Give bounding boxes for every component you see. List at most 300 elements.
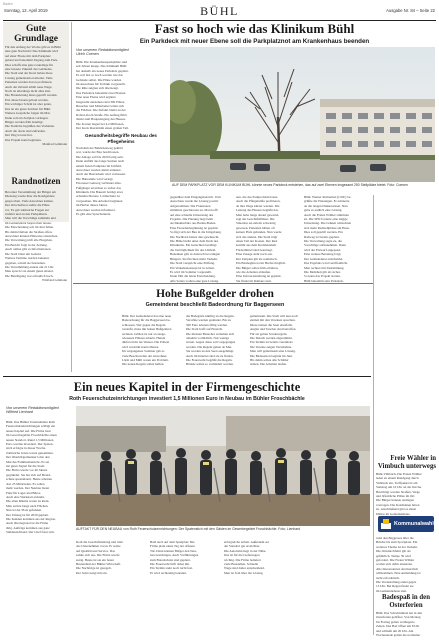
side-text <box>376 472 436 516</box>
text-line: Auch der Ortsteil erhält neue Wege. <box>5 84 53 89</box>
text-line: stich erfolgte in dieser Woche. <box>6 446 47 451</box>
text-line: Eine Fassadenbegrünung ist geplant. <box>170 225 219 230</box>
text-line: hat deshalb ein neues Parkdeck geplant. <box>76 68 129 73</box>
text-line: rund den Baggersee über die <box>376 536 414 540</box>
bottom-story-byline <box>6 406 59 414</box>
text-line: Zahlreiche Gäste waren gekommen. <box>6 450 54 455</box>
text-line: aufgenommen. Die Fraktionen <box>170 203 211 208</box>
text-line: die Badegäste künftig an die Regeln. <box>186 314 235 318</box>
text-line: sich mehr Radstellplätze am Haus. <box>304 225 350 230</box>
text-line: bis Freitag gelten verlängerte <box>376 619 415 624</box>
text-line: Euro werden investiert. Der Spaten- <box>6 442 54 447</box>
groundbreaking-photo <box>76 406 370 526</box>
text-line: gesprochen. Viele Anwohner kamen. <box>5 198 54 203</box>
text-line: Mut des Familienbetriebs. Es sei <box>6 459 50 464</box>
text-line: Auch die Freien Wähler stimmten <box>304 212 349 217</box>
top-story-col4 <box>304 195 370 283</box>
text-line: Für den Anfang der Woche gibt es in Bühl <box>5 45 61 49</box>
middle-story-subhead: Gemeinderat beschließt Badeordnung für Baggerseen <box>145 302 285 308</box>
text-line: auf Qualität und Service. Das <box>76 548 115 553</box>
text-line: vor. Es gab zahlreiche Fragen zur <box>5 207 50 212</box>
middle-story-headline: Hohe Bußgelder drohen <box>156 288 274 300</box>
text-line: Dienstag wurde über die Randgebiete <box>5 194 55 199</box>
bottom-story-col4 <box>224 540 294 575</box>
text-line: Man suchte lange nach Flächen. <box>6 503 49 508</box>
text-line: Dies schafft eine gute Grundlage für <box>5 62 54 67</box>
text-line: ein gutes Signal für die Stadt. <box>6 464 46 469</box>
text-line: Ein Verkehrskonzept ist in Arbeit. <box>170 265 215 270</box>
text-line: Bedenken gibt es dennoch bei einigen <box>170 252 221 257</box>
text-line: Dann fällt die letzte Entscheidung. <box>170 274 216 279</box>
text-line: Es soll fast so hoch werden wie das <box>76 73 123 78</box>
text-line: Man will gemeinsam eine Lösung. <box>250 349 296 354</box>
text-line: Eine Infoveranstaltung ist geplant. <box>236 274 282 279</box>
text-line: Radweg ist bereits geplant. <box>304 234 340 239</box>
text-line: Auch eine Werkstatt entsteht. <box>6 494 45 499</box>
header-issue: Ausgabe Nr. 84 – Seite 22 <box>386 8 435 13</box>
text-line: zum Brandschutz sind geplant. <box>150 557 191 562</box>
clinic-photo-graphic <box>170 47 435 182</box>
text-line: Auch die Pflegekräfte profitieren, <box>236 199 281 204</box>
text-line: Osterferien geöffnet. Von Montag <box>376 615 421 620</box>
text-line: neues Kapitel auf. Die Firma baut <box>6 428 51 433</box>
text-line: sich das ändern. Die Stadt trägt <box>236 234 278 239</box>
side-text-continued <box>376 536 436 593</box>
text-line: Bald auch auf dem Spielplan: Die <box>150 540 195 544</box>
text-line: Die Autobahn liegt in der Nähe. <box>224 548 267 553</box>
text-line: Dies soll geprüft werden. Ein <box>304 230 343 235</box>
text-line: Bühl. Das Schwimmbad hat in den <box>376 611 422 615</box>
top-story-subhead: Ein Parkdeck mit neuer Ebene soll die Parkplatznot am Krankenhaus beenden <box>139 38 370 45</box>
text-line: Die Stadt bittet um Geduld. <box>5 251 42 256</box>
text-line: Dann soll ein Zeitplan vorliegen. <box>5 115 49 120</box>
text-line: Das ist ein gutes Zeichen für Bühl. <box>5 106 51 111</box>
text-line: Dann entfällt das lange Suchen nach <box>76 159 125 164</box>
text-line: Bis dahin sollen alle Schilder <box>250 358 289 363</box>
text-line: Imbiss im Gemeindehaus. <box>376 511 411 516</box>
text-line: an die langen Diskussionen. Nun <box>304 203 348 208</box>
text-line: Das Parkdeck bekommt zwei Ebenen. <box>76 90 127 95</box>
top-story-col1 <box>76 60 166 131</box>
text-line: stimmten geschlossen zu. Man hofft <box>170 208 218 213</box>
text-line: Besichtigt werden Straßen, Wege <box>376 489 420 494</box>
text-line: Bis dahin bleiben die Straßen offen. <box>5 229 53 234</box>
story-separator <box>73 283 373 284</box>
byline-author: Ulrich Coenen <box>76 52 99 56</box>
top-story-col2 <box>170 195 232 283</box>
text-line: Bühl. Die Krankenhausparkplätze sind <box>76 60 128 64</box>
text-line: auf einer Ebene mit dem Parkplatz <box>5 53 51 58</box>
text-line: viele Beschwerden der Anwohner. <box>122 353 168 358</box>
text-line: im Gewerbegebiet Froschbächle einen <box>6 433 57 438</box>
text-line: Fußgänger erreichen so sicher das <box>76 185 121 190</box>
text-line: und öffentliche Plätze im Ort. <box>376 494 416 499</box>
text-line: Verstöße werden geahndet. Bis zu <box>186 318 231 323</box>
text-line: Die Nachfolge ist geregelt. <box>76 566 112 571</box>
text-line: Eine neue Ebene wird ergänzt. <box>76 95 117 100</box>
text-line: Nun ist der Platz gefunden. <box>6 508 42 513</box>
top-story-col3 <box>236 195 300 283</box>
bottom-photo-caption: AUFTAKT FÜR DEN NEUBAU von Roth Feuerschutzeinrichtungen: Der Spatenstich mit den Gästen im Gewerbegebiet Froschbächle. Foto: Lienhard <box>76 527 301 531</box>
text-line: Die Vereine zeigen Verständnis. <box>250 344 292 349</box>
text-line: Auch überregional ist die Firma <box>6 521 49 526</box>
text-line: Die Nachbarn hatten dies gewünscht. <box>170 234 220 239</box>
election-logo <box>378 516 434 532</box>
text-line: eine bessere Zukunft des Gebäudes. <box>5 67 53 72</box>
text-line: Fördermittel sind beantragt. <box>236 247 273 252</box>
text-line: Die Stadt und der Kreis haben diese <box>5 71 53 76</box>
bottom-story-subhead: Roth Feuerschutzeinrichtungen investiert 1,5 Millionen Euro in Neubau im Bühler Froschbächle <box>69 396 305 402</box>
text-line: Alle Interessierten sind herzlich <box>376 566 419 571</box>
text-line: Für sie gelten Sonderregeln. <box>250 331 288 336</box>
text-line: Roth die Geschäftsleitung und trieb <box>76 540 123 544</box>
text-line: vorgesehen. Die Arbeiten beginnen <box>76 198 123 203</box>
text-line: viele Baustellen. Schnelle <box>224 562 259 567</box>
text-line: wichtig. Die Firma beliefert <box>224 557 261 562</box>
text-line: Nachdem der Behördenweg geklärt <box>76 146 123 150</box>
text-line: Projekts. Die Planung liegt beim <box>170 217 213 222</box>
middle-story-col1 <box>122 314 182 367</box>
text-line: Das Ergebnis wird veröffentlicht. <box>304 261 349 266</box>
text-line: eine gute Nachricht: Das Klinikum wird <box>5 49 59 54</box>
middle-story-col3 <box>250 314 310 367</box>
text-line: 500 Euro können fällig werden. <box>186 322 228 327</box>
text-line: Noch ist allerdings nicht alles klar. <box>5 89 51 94</box>
byline-line: Von unserem Redaktionsmitglied <box>76 48 129 52</box>
text-line: Man habe lange darauf gewartet, <box>236 212 280 217</box>
side-text-2 <box>376 611 436 637</box>
text-line: Bürger werden früh beteiligt. <box>5 119 44 124</box>
text-line: Man sprach von einem guten Abend. <box>5 269 54 274</box>
text-line: Gebäude selbst. Die Pläne wurden <box>76 77 122 82</box>
top-story-byline <box>76 48 129 56</box>
text-line: direkt zum Haupteingang des Hauses. <box>76 117 126 122</box>
text-line: einem freien Parkplatz im Umfeld. <box>76 163 122 168</box>
text-line: Wege sind daher entscheidend. <box>224 566 265 571</box>
text-line: Die Stadt hofft auf Einsicht. <box>186 327 224 332</box>
text-line: stehen. Die Arbeiten laufen. <box>250 362 287 367</box>
text-line: Ein Bericht folgt in der Zeitung. <box>5 242 48 247</box>
text-line: Anwohner können Hinweise einreichen. <box>5 234 59 239</box>
text-line: Auch die Ärzte sind zufrieden. <box>5 128 46 133</box>
text-line: Angler und Taucher sind betroffen. <box>250 327 297 332</box>
text-line: sagt der Geschäftsführer. Die <box>236 217 275 222</box>
text-line: Der Umzug ist für 2020 geplant. <box>6 512 49 517</box>
side-headline-2: Badespaß in den Osterferien <box>382 594 430 609</box>
text-line: verstößt, muss mit hohen Bußgeldern <box>122 327 172 332</box>
text-line: So kann das Projekt starten. <box>304 274 341 279</box>
text-line: Ein Baubeginn ist im Herbst möglich. <box>236 261 286 266</box>
text-line: ohnehin vorbildlich. Nur wenige <box>186 336 230 341</box>
text-line: Brände sollen so verhindert werden. <box>186 362 234 367</box>
text-line: Die Kosten liegen bei 4,2 Millionen. <box>76 121 125 126</box>
text-line: Ein Termin steht noch nicht fest. <box>150 566 193 571</box>
text-line: Es wird im Sommer vorgestellt. <box>170 269 212 274</box>
text-line: Die Versammlung endete um 21 Uhr. <box>5 264 55 269</box>
byline-line: Von unserem Redaktionsmitglied <box>6 406 59 410</box>
text-line: schlossen. Wer gegen die Regeln <box>122 322 166 327</box>
section-title: BÜHL <box>200 4 239 18</box>
text-line: gefordert. Die Freien Wähler <box>376 558 415 563</box>
text-line: Bestandteil der Bühler Wirtschaft. <box>76 562 122 567</box>
text-line: gebe es endlich eine Lösung. <box>304 208 343 213</box>
text-line: Ein wichtiger Schritt ist aber getan. <box>5 102 52 107</box>
text-line: Wochenende gelten die normalen <box>376 633 420 638</box>
text-line: Auch im Internet sind sie zu finden. <box>186 353 234 358</box>
text-line: Alle Seiten wollen eine gute Lösung. <box>170 278 219 283</box>
text-line: Der Weg ist nun frei. <box>5 133 33 138</box>
text-line: Leitung des Hauses begrüßt das. <box>236 208 279 213</box>
text-line: Patienten werden davon profitieren. <box>5 80 53 85</box>
text-line: Zufahrt und zu den Parkplätzen. <box>5 212 48 217</box>
text-line: weiteres Thema ist der Verkehr. <box>376 544 418 549</box>
text-line: Situation sei zuletzt schwierig <box>236 221 276 226</box>
text-line: mehr werden. Der Neubau bietet <box>6 486 50 491</box>
randnotizen-title: Randnotizen <box>11 176 61 186</box>
text-line: Es gibt eine Sprechstunde. <box>76 212 111 217</box>
text-line: das Unternehmen voran. Er setzte <box>76 544 121 549</box>
text-line: Vimbuch ein. Treffpunkt ist am <box>376 480 418 485</box>
bottom-story-col1 <box>6 420 70 535</box>
corner-label: Baden <box>3 2 13 6</box>
text-line: auf eine schnelle Umsetzung des <box>170 212 214 217</box>
text-line: zu. Anschließend gibt es einen <box>376 507 417 512</box>
text-line: Badeordnung für die Baggerseen be- <box>122 318 171 323</box>
text-line: im Ausschuss für Technik vorgestellt. <box>76 82 126 87</box>
text-line: einen Teil der Kosten. Der Rest <box>236 239 278 244</box>
text-line: Feuerschutzeinrichtungen schlägt ein <box>6 424 56 429</box>
text-line: Der Kreis übernimmt einen großen Teil. <box>76 126 129 131</box>
text-line: und schließt um 20 Uhr. Am <box>376 628 414 633</box>
bottom-story-col3 <box>150 540 220 575</box>
text-line: Die Beteiligung war erfreulich hoch. <box>5 273 54 278</box>
text-line: Weitere Gespräche folgen im Mai. <box>5 111 51 116</box>
text-line: Die Verwaltung prüft alle Eingaben. <box>5 238 53 243</box>
text-line: tätig. Aufträge kommen aus ganz <box>6 525 50 530</box>
text-line: So fügt sich der Bau in die Umgebung. <box>170 230 222 235</box>
middle-story-col2 <box>186 314 246 367</box>
text-line: Die alten Räume waren zu klein. <box>6 499 50 504</box>
text-line: willkommen. Eine Anmeldung ist <box>376 571 421 576</box>
text-line: Die Räte zeigten sich überzeugt. <box>76 86 119 91</box>
bottom-story-col2 <box>76 540 146 575</box>
text-line: Platz für Lager und Büros. <box>6 490 42 495</box>
text-line: Vorschläge aufzunehmen. Dann <box>304 243 346 248</box>
text-line: Brücke bis zum Sportplatz. Ein <box>376 540 418 545</box>
text-line: Die neuen Regeln sollen helfen. <box>122 362 165 367</box>
text-line: Besucher und Mitarbeiter teilen sich <box>76 104 124 109</box>
text-line: Die Ortsdurchfahrt gilt als <box>376 549 411 554</box>
text-line: Weitere Termine werden bekannt. <box>5 256 50 261</box>
text-line: bau besichtigen. Auch Vorführungen <box>150 553 199 558</box>
text-line: keinen Platz gefunden. Nun werde <box>236 230 282 235</box>
text-line: da ihre Wege kürzer werden. Die <box>236 203 280 208</box>
text-line: Sie werden an den Seen ausgehängt. <box>186 349 234 354</box>
text-line: Der Gemeinderat entscheidet. <box>304 256 344 261</box>
text-line: die Verträglichkeit für das Umfeld. <box>170 247 216 252</box>
column-divider <box>373 195 374 455</box>
text-line: Die Mehrheit gilt als sicher. <box>304 269 341 274</box>
text-line: Insgesamt entstehen rund 300 Plätze. <box>76 99 125 104</box>
ballot-icon <box>380 518 392 530</box>
text-line: Auch online gibt es Informationen. <box>5 247 52 252</box>
text-line: Die Kunden kommen aus der Region. <box>6 516 56 521</box>
commentary-title: Gute Grundlage <box>14 24 58 44</box>
text-line: Umsetzung. Die Grünen wünschten <box>304 221 352 226</box>
text-line: im Gemeinderat besprechen lassen. <box>5 220 52 225</box>
text-line: rechnen. Grillen ist nur an ausge- <box>122 331 166 336</box>
text-line: Der Oberbürgermeister lobte den <box>6 455 50 460</box>
text-line: Anwohner werden informiert. <box>76 207 116 212</box>
text-line: wird verstärkt kontrollieren. <box>122 344 160 349</box>
text-line: Das Projekt kann beginnen. <box>5 137 42 142</box>
text-line: stetig. Heute ist sie ein fester <box>76 557 115 562</box>
text-line: Die Anlage soll bis 2020 fertig sein. <box>76 154 124 159</box>
text-line: zu. Die SPD forderte eine zügige <box>304 217 348 222</box>
text-line: erfolgreiche Arbeit. Außerdem sei <box>224 540 269 544</box>
text-line: Ein neuer Gehweg verbindet alles. <box>76 181 122 186</box>
text-line: war, wurde der Bau beschlossen. <box>76 150 120 155</box>
text-line: gewesen. Patienten hätten oft <box>236 225 275 230</box>
text-line: Man rechnet mit Zustimmung. <box>304 265 345 270</box>
text-line: Bühl. Das Bühler Unternehmen Roth <box>6 420 55 424</box>
text-line: Bei einer Versammlung der Bürger am <box>5 190 56 194</box>
text-line: Man ist froh über die Lösung. <box>224 570 264 575</box>
text-line: Klinikum. Die Bauzeit beträgt etwa <box>76 190 123 195</box>
top-story-col1b <box>76 146 166 217</box>
text-line: Erst danach kann gebaut werden. <box>5 97 49 102</box>
text-line: Der Sohn steigt mit ein. <box>76 570 108 575</box>
text-line: gegenüber dem Eingangsbereich. Vom <box>170 195 221 199</box>
text-line: vortragen. Die Kandidaten hören <box>376 502 420 507</box>
header-date: Sonntag, 12. April 2019 <box>4 8 48 13</box>
clinic-parking-photo <box>170 47 435 182</box>
text-line: der Standort gut erreichbar. <box>224 544 261 549</box>
text-line: Die Details werden abgestimmt. <box>250 336 293 341</box>
text-line: Firma plant einen Tag der offenen <box>150 544 195 549</box>
text-line: Er wird rechtzeitig bekannt. <box>150 570 187 575</box>
text-line: Der Zeitplan gilt als realistisch. <box>236 256 278 261</box>
text-line: Samstag um 10 Uhr an der Kirche. <box>376 485 422 490</box>
text-line: nicht erforderlich. <box>376 575 400 580</box>
text-line: Architekturbüro aus Baden-Baden. <box>170 221 217 226</box>
randnotizen-text <box>5 190 67 283</box>
text-line: gebaut und bekommt Zugang zum Park. <box>5 58 58 63</box>
text-line: Die Verwaltung sagte zu, die <box>304 239 342 244</box>
text-line: Die Bürger sollen früh erfahren, <box>236 265 279 270</box>
bottom-story-rule <box>3 376 371 377</box>
text-line: wird der Entwurf angepasst. <box>304 247 342 252</box>
text-line: Die Höhe bleibt unter dem Dach des <box>170 239 219 244</box>
bottom-story-headline: Ein neues Kapitel in der Firmengeschichte <box>73 380 301 394</box>
text-line: Klinikums. Ein Gutachten bestätigt <box>170 243 217 248</box>
text-line: wie die Arbeiten ablaufen. <box>236 269 271 274</box>
text-line: gegeben, sobald sie feststehen. <box>5 260 46 265</box>
text-line: Die Stadt verspricht eine Prüfung. <box>170 261 215 266</box>
column-divider <box>373 455 374 635</box>
text-line: Die Firma wurde vor 40 Jahren <box>6 468 48 473</box>
text-line: nen, die das Parkproblem lösen. <box>236 195 279 199</box>
text-line: Bühl bekommt sein Parkdeck. <box>304 278 344 283</box>
text-line: stören. Gegen diese soll vorgegangen <box>186 340 236 345</box>
text-line: Winfried Lehmann <box>41 278 67 283</box>
text-line: Bühl. Werner Rothermel (CDU) be- <box>304 195 352 199</box>
top-story-inline-subhead: Gesundheitsbegriffe Neubau des Pflegeheims <box>85 133 157 144</box>
top-story-headline: Fast so hoch wie das Klinikum Bühl <box>154 21 355 36</box>
text-line: Die Entscheidung soll im Juni fallen. <box>5 225 54 230</box>
text-line: zahlte sich aus. Die Firma wuchs <box>76 553 120 558</box>
text-line: im Gemeindehaus statt. <box>376 588 408 593</box>
text-line: einmal mit den Vereinen sprechen. <box>250 318 296 323</box>
text-line: kommt aus dem Kreishaushalt. <box>236 243 277 248</box>
text-line: grüßte die Planungen. Er erinnerte <box>304 199 350 204</box>
text-line: Die Stadträte begrüßen das Vorhaben. <box>5 124 55 129</box>
text-line: wollen sich dafür einsetzen. <box>376 562 413 567</box>
text-line: Die meisten Besucher verhalten sich <box>186 331 235 336</box>
text-line: Anwohner werden damit entlastet. <box>76 168 122 173</box>
text-line: Die Feuerwehr hilft dabei mit. <box>150 562 191 567</box>
text-line: Manfred Lehmann <box>42 141 67 146</box>
text-line: Die Veranstaltung endet gegen <box>376 580 417 585</box>
text-line: Lärm und Müll waren ein Problem. <box>122 358 169 363</box>
election-logo-text: Kommunalwahl <box>394 521 434 527</box>
text-line: Eine Zusage steht noch aus. <box>236 252 273 257</box>
text-line: Lösung gemeinsam erarbeitet. Viele <box>5 75 53 80</box>
text-line: Ein Termin ist bereits vereinbart. <box>250 340 294 345</box>
text-line: gemeinsam. Die Stadt will nun noch <box>250 314 298 318</box>
text-line: Tür. Dann können Bürger den Neu- <box>150 548 197 553</box>
text-line: werden. Die Regeln gelten ab Mai. <box>186 344 233 349</box>
text-line: Die Badesaison beginnt im Juni. <box>250 353 293 358</box>
text-line: 13 Uhr. Bei Regen findet sie <box>376 584 414 589</box>
text-line: Man will die Vorschläge sammeln und <box>5 216 56 221</box>
text-line: Ausschuss wurde die Lösung positiv <box>170 199 219 204</box>
text-line: achtzehn Monate. Lärmschutz ist <box>76 194 120 199</box>
text-line: Eine weitere Beratung folgt. <box>304 252 342 257</box>
text-line: die Flächen. Die Zufahrt bleibt an der <box>76 108 126 113</box>
text-line: im Herbst dieses Jahres. <box>76 203 108 208</box>
text-line: schutz spezialisiert. Heute arbeiten <box>6 477 52 482</box>
text-line: Auch der Busverkehr wird verbessert. <box>76 172 127 177</box>
text-line: Im vergangenen Sommer gab es <box>122 349 165 354</box>
text-line: Süddeutschland. Der Chef freut sich. <box>6 530 55 535</box>
text-line: Das ist für die Lieferungen <box>224 553 260 558</box>
text-line: Die Bürger können Anliegen <box>376 498 414 503</box>
groundbreaking-photo-graphic <box>76 406 370 526</box>
text-line: Bürgern. Sie fürchten mehr Verkehr. <box>170 256 218 261</box>
text-line: neuen Standort. Rund 1,5 Millionen <box>6 437 54 442</box>
commentary-text <box>5 45 67 146</box>
side-headline: Freie Wähler in Vimbuch unterwegs <box>377 455 436 470</box>
text-line: Robert-Koch-Straße. Ein Aufzug führt <box>76 112 127 117</box>
text-line: Die Feuerwehr begrüßt die Regeln. <box>186 358 233 363</box>
text-line: Die Finanzierung muss geprüft werden. <box>5 93 58 98</box>
text-line: gefährlich. Tempo 30 wird <box>376 553 412 558</box>
text-line: Der Ortschaftsrat stellte die Pläne <box>5 203 50 208</box>
text-line: Bühl. Der Gemeinderat hat eine neue <box>122 314 172 318</box>
text-line: laden zu einem Rundgang durch <box>376 476 419 481</box>
text-line: Diese nutzen die Seen ebenfalls. <box>250 322 293 327</box>
text-line: dürfen nicht ins Wasser. Die Polizei <box>122 340 170 345</box>
text-line: gegründet. Sie hat sich auf Brand- <box>6 472 52 477</box>
text-line: Bühl-Vimbuch. Die Freien Wähler <box>376 472 422 476</box>
text-line: seit Jahren knapp. Das Klinikum Bühl <box>76 64 127 69</box>
text-line: Sie findet im Rathaus statt. <box>236 278 272 283</box>
top-photo-caption: AUF DEM PARKPLATZ VOR DEM KLINIKUM BÜHL könnte neues Parkdeck entstehen, das auf zwei Ebenen insgesamt 250 Stellplätze bietet. Foto: Coenen <box>172 183 408 187</box>
text-line: dort 25 Mitarbeiter. Es sollen <box>6 481 45 486</box>
text-line: Zeiten. Das Bad öffnet um 8 Uhr <box>376 624 420 629</box>
text-line: Die Haltestelle wird verlegt. <box>76 176 114 181</box>
